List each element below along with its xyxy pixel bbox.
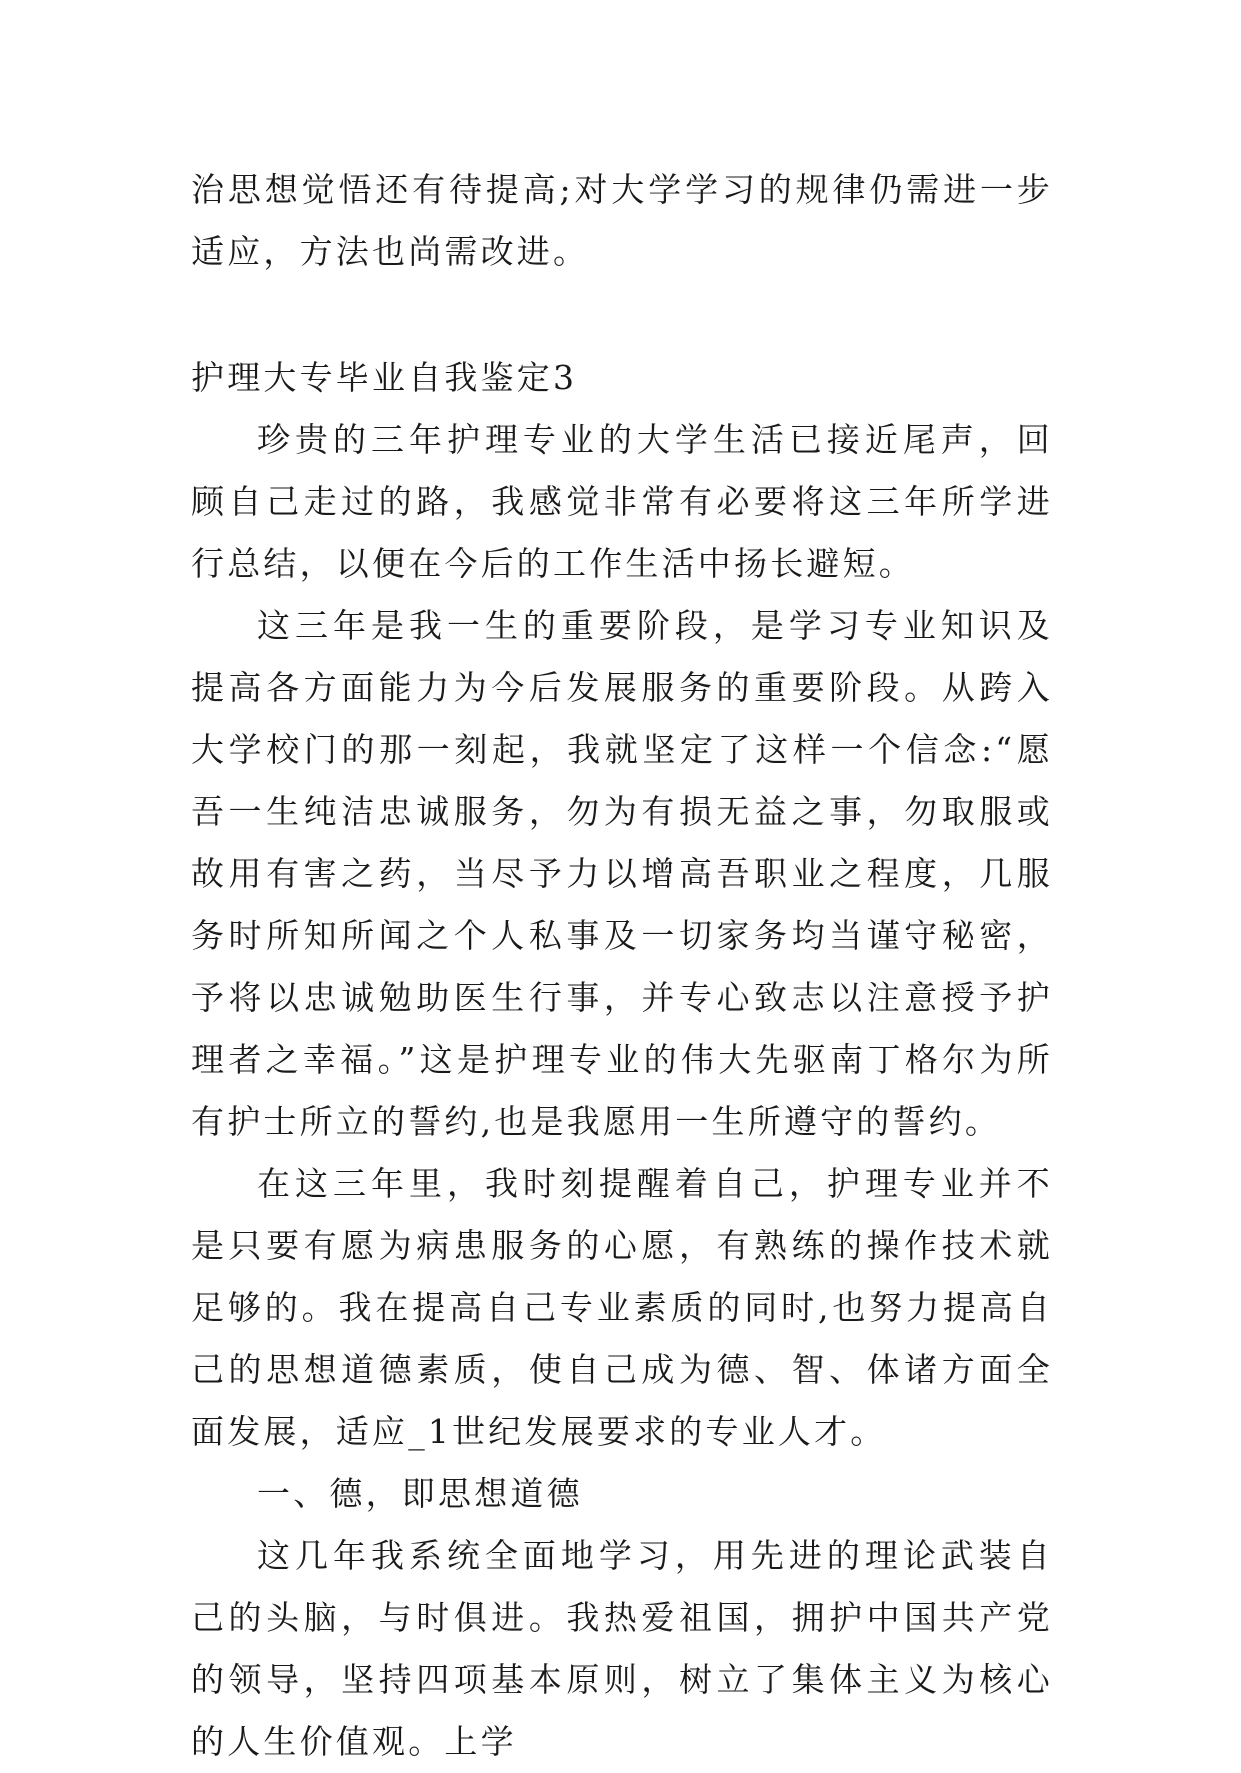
paragraph: 这几年我系统全面地学习，用先进的理论武装自己的头脑，与时俱进。我热爱祖国，拥护中国共产党的领导，坚持四项基本原则，树立了集体主义为核心的人生价值观。上学 (191, 1536, 1053, 1761)
subheading: 一、德，即思想道德 (257, 1474, 583, 1513)
paragraph-continuation: 治思想觉悟还有待提高;对大学学习的规律仍需进一步适应，方法也尚需改进。 (191, 170, 1053, 271)
paragraph: 在这三年里，我时刻提醒着自己，护理专业并不是只要有愿为病患服务的心愿，有熟练的操作技术就足够的。我在提高自己专业素质的同时,也努力提高自己的思想道德素质，使自己成为德、智、体诸方面全面发展，适应_1世纪发展要求的专业人才。 (191, 1164, 1053, 1451)
section-heading: 护理大专毕业自我鉴定3 (191, 358, 578, 397)
paragraph: 这三年是我一生的重要阶段，是学习专业知识及提高各方面能力为今后发展服务的重要阶段。从跨入大学校门的那一刻起，我就坚定了这样一个信念:“愿吾一生纯洁忠诚服务，勿为有损无益之事，勿取服或故用有害之药，当尽予力以增高吾职业之程度，几服务时所知所闻之个人私事及一切家务均当谨守秘密，予将以忠诚勉助医生行事，并专心致志以注意授予护理者之幸福。”这是护理专业的伟大先驱南丁格尔为所有护士所立的誓约,也是我愿用一生所遵守的誓约。 (191, 606, 1053, 1141)
paragraph: 珍贵的三年护理专业的大学生活已接近尾声，回顾自己走过的路，我感觉非常有必要将这三年所学进行总结，以便在今后的工作生活中扬长避短。 (191, 420, 1053, 583)
document-body (191, 159, 1053, 1773)
